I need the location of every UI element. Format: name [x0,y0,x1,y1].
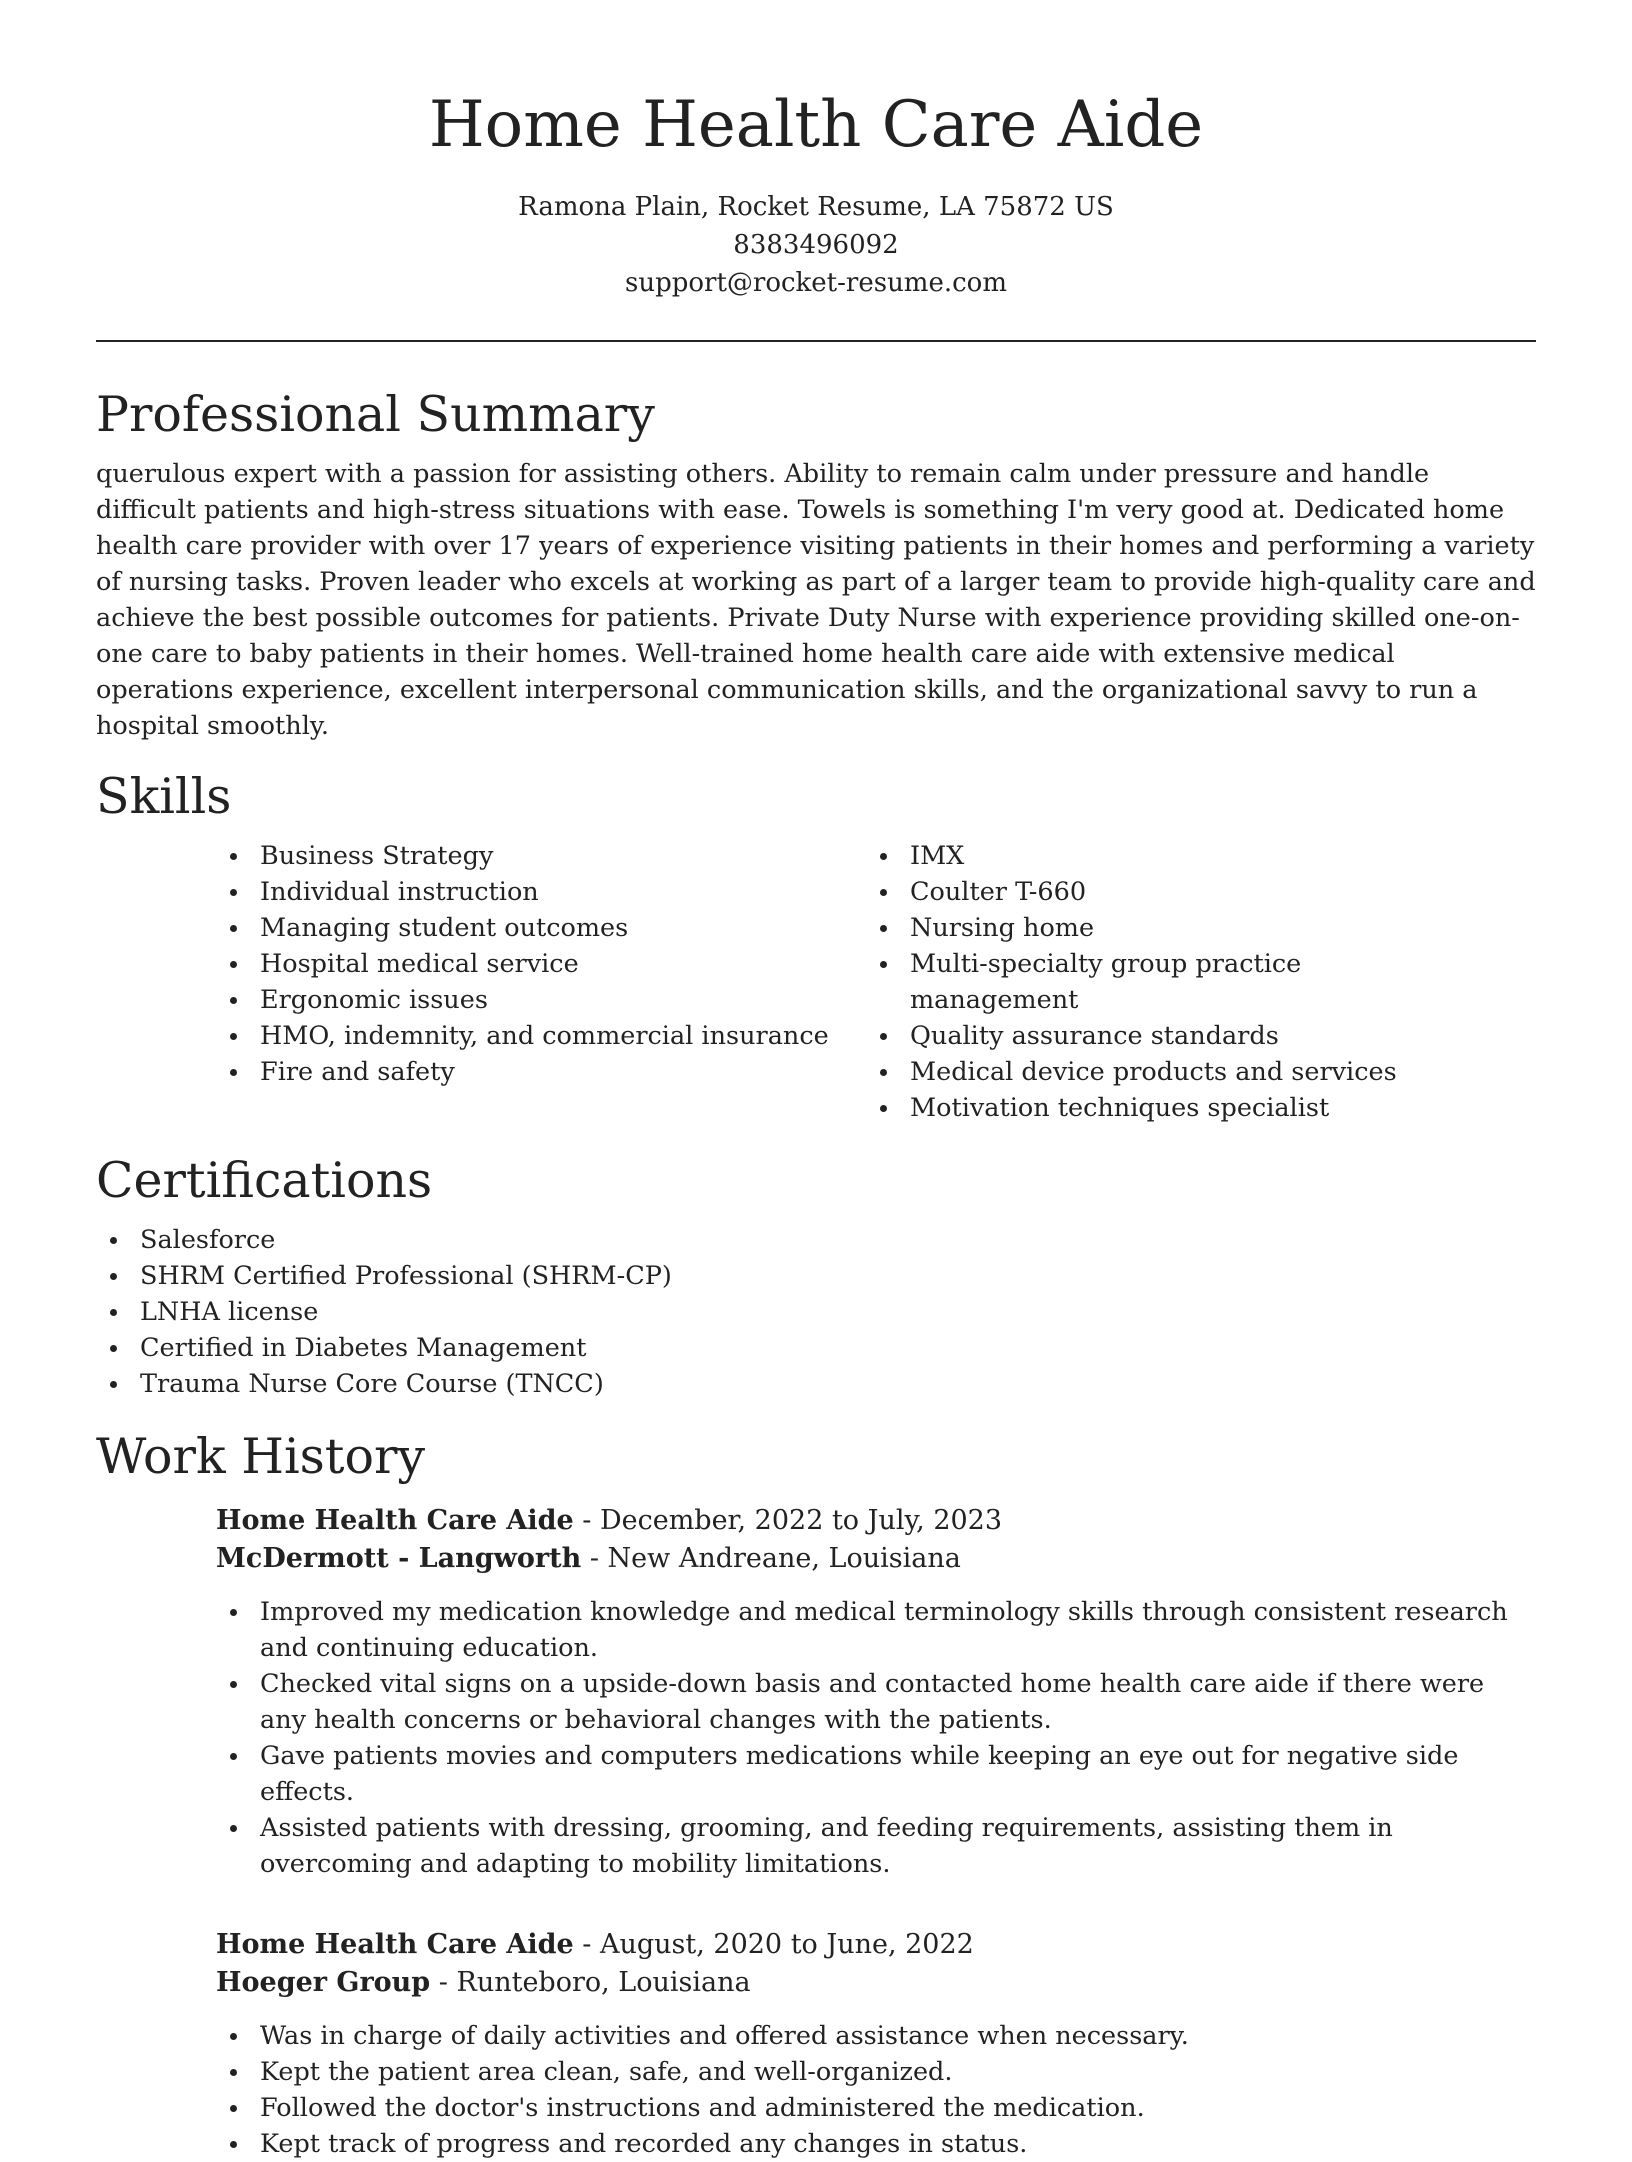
skills-list-right [866,838,1466,1126]
certification-item: Trauma Nurse Core Course (TNCC) [96,1366,1536,1402]
job-company-line [216,1964,1536,2002]
skill-item: Hospital medical service [216,946,866,982]
skill-item: Individual instruction [216,874,866,910]
job-duty-item: Checked vital signs on a upside-down basis and contacted home health care aide if there were any health concerns or behavioral changes with the patients. [216,1666,1536,1738]
separator: - [581,1543,608,1574]
job-title-line [216,1502,1536,1540]
skill-item: Medical device products and services [866,1054,1466,1090]
skill-item: Fire and safety [216,1054,866,1090]
header-divider [96,340,1536,342]
job-duty-item: Kept track of progress and recorded any changes in status. [216,2126,1536,2162]
job-duty-item: Improved my medication knowledge and medical terminology skills through consistent research and continuing education. [216,1594,1536,1666]
job-entry [216,1926,1536,2162]
skills-section [96,764,1536,1126]
skill-item: Coulter T-660 [866,874,1466,910]
job-company: Hoeger Group [216,1967,431,1998]
job-duties-list [216,1594,1536,1882]
certifications-list [96,1222,1536,1402]
skill-item: HMO, indemnity, and commercial insurance [216,1018,866,1054]
skill-item: Managing student outcomes [216,910,866,946]
job-location: Runteboro, Louisiana [456,1967,751,1998]
contact-email: support@rocket-resume.com [624,268,1007,298]
job-company: McDermott - Langworth [216,1543,582,1574]
summary-section [96,382,1536,744]
skills-list-left [216,838,866,1126]
job-duty-item: Followed the doctor's instructions and administered the medication. [216,2090,1536,2126]
separator: - [430,1967,457,1998]
job-entry [216,1502,1536,1882]
skill-item: Ergonomic issues [216,982,866,1018]
summary-heading: Professional Summary [96,386,655,443]
candidate-name: Home Health Care Aide [428,88,1204,162]
job-duty-item: Was in charge of daily activities and offered assistance when necessary. [216,2018,1536,2054]
skills-columns [216,830,1536,1126]
contact-block [96,188,1536,302]
certification-item: LNHA license [96,1294,1536,1330]
skills-heading: Skills [96,768,232,825]
work-history-section [96,1424,1536,2162]
job-location: New Andreane, Louisiana [607,1543,961,1574]
job-dates: August, 2020 to June, 2022 [599,1929,974,1960]
skill-item: Motivation techniques specialist [866,1090,1466,1126]
contact-address: Ramona Plain, Rocket Resume, LA 75872 US [518,192,1114,222]
skill-item: Business Strategy [216,838,866,874]
job-company-line [216,1540,1536,1578]
job-duty-item: Assisted patients with dressing, grooming, and feeding requirements, assisting them in overcoming and adapting to mobility limitations. [216,1810,1536,1882]
certification-item: SHRM Certified Professional (SHRM-CP) [96,1258,1536,1294]
job-duty-item: Kept the patient area clean, safe, and well-organized. [216,2054,1536,2090]
resume-header [96,0,1536,302]
certifications-heading: Certifications [96,1152,433,1209]
skill-item: IMX [866,838,1466,874]
job-title-line [216,1926,1536,1964]
separator: - [573,1929,600,1960]
certifications-section [96,1148,1536,1402]
job-title: Home Health Care Aide [216,1929,574,1960]
job-title: Home Health Care Aide [216,1505,574,1536]
job-duty-item: Gave patients movies and computers medications while keeping an eye out for negative side effects. [216,1738,1536,1810]
separator: - [573,1505,600,1536]
work-history-heading: Work History [96,1428,426,1485]
skill-item: Quality assurance standards [866,1018,1466,1054]
skill-item: Nursing home [866,910,1466,946]
certification-item: Certified in Diabetes Management [96,1330,1536,1366]
job-dates: December, 2022 to July, 2023 [599,1505,1003,1536]
skill-item: Multi-specialty group practice management [866,946,1466,1018]
summary-text: querulous expert with a passion for assisting others. Ability to remain calm under pressure and handle difficult patients and high-stress situations with ease. Towels is something I'm very good at. Dedicated home health care provider with over 17 years of experience visiting patients in their homes and performing a variety of nursing tasks. Proven leader who excels at working as part of a larger team to provide high-quality care and achieve the best possible outcomes for patients. Private Duty Nurse with experience providing skilled one-on-one care to baby patients in their homes. Well-trained home health care aide with extensive medical operations experience, excellent interpersonal communication skills, and the organizational savvy to run a hospital smoothly. [96,459,1536,741]
job-duties-list [216,2018,1536,2162]
certification-item: Salesforce [96,1222,1536,1258]
contact-phone: 8383496092 [733,230,899,260]
